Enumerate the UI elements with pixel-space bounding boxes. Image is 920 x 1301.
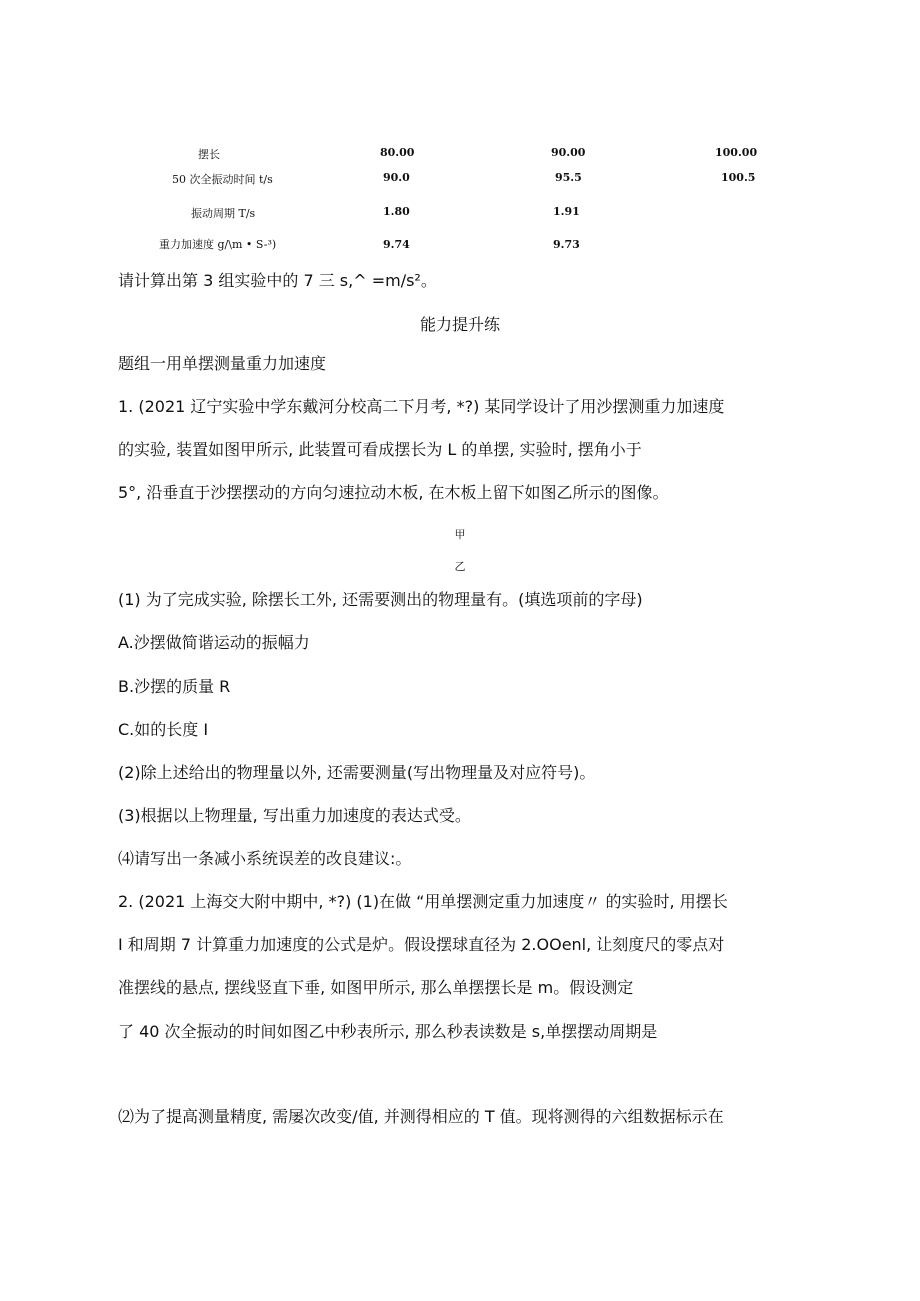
- table-cell: 1.91: [553, 205, 580, 218]
- table-cell: 80.00: [380, 146, 415, 159]
- table-cell: 9.73: [553, 238, 580, 251]
- q1-part-4: ⑷请写出一条减小系统误差的改良建议:。: [118, 849, 412, 868]
- figure-label-yi: 乙: [454, 560, 466, 573]
- q2-line-1: 2. (2021 上海交大附中期中, *?) (1)在做 “用单摆测定重力加速度〃 的实验时, 用摆长: [118, 892, 728, 911]
- q2-line-5: ⑵为了提高测量精度, 需屡次改变/值, 并测得相应的 T 值。现将测得的六组数据标示在: [118, 1107, 724, 1126]
- q1-line-2: 的实验, 装置如图甲所示, 此装置可看成摆长为 L 的单摆, 实验时, 摆角小于: [118, 440, 642, 459]
- table-cell: 9.74: [383, 238, 410, 251]
- row-label-time: 50 次全振动时间 t/s: [172, 173, 273, 186]
- section-title: 能力提升练: [419, 315, 500, 334]
- q1-part-3: (3)根据以上物理量, 写出重力加速度的表达式受。: [118, 806, 471, 825]
- table-cell: 90.00: [551, 146, 586, 159]
- q2-line-4: 了 40 次全振动的时间如图乙中秒表所示, 那么秒表读数是 s,单摆摆动周期是: [118, 1022, 658, 1041]
- q1-option-c: C.如的长度 I: [118, 720, 209, 739]
- q1-part-2: (2)除上述给出的物理量以外, 还需要测量(写出物理量及对应符号)。: [118, 763, 596, 782]
- table-cell: 95.5: [555, 171, 582, 184]
- row-label-length: 摆长: [198, 148, 220, 161]
- q2-line-2: I 和周期 7 计算重力加速度的公式是炉。假设摆球直径为 2.OOenl, 让刻度尺的零点对: [118, 935, 725, 954]
- figure-label-jia: 甲: [454, 528, 466, 541]
- row-label-gravity: 重力加速度 g/\m • S-³): [159, 238, 277, 251]
- row-label-period: 振动周期 T/s: [191, 207, 256, 220]
- q1-line-3: 5°, 沿垂直于沙摆摆动的方向匀速拉动木板, 在木板上留下如图乙所示的图像。: [118, 483, 669, 502]
- table-cell: 100.5: [721, 171, 756, 184]
- table-cell: 1.80: [383, 205, 410, 218]
- q1-line-1: 1. (2021 辽宁实验中学东戴河分校高二下月考, *?) 某同学设计了用沙摆测重力加速度: [118, 397, 725, 416]
- subsection-title: 题组一用单摆测量重力加速度: [118, 354, 327, 373]
- question-prompt: 请计算出第 3 组实验中的 7 三 s,^ =m∕s²。: [118, 271, 437, 290]
- table-cell: 90.0: [383, 171, 410, 184]
- q2-line-3: 准摆线的悬点, 摆线竖直下垂, 如图甲所示, 那么单摆摆长是 m。假设测定: [118, 978, 634, 997]
- table-cell: 100.00: [715, 146, 758, 159]
- q1-part-1: (1) 为了完成实验, 除摆长工外, 还需要测出的物理量有。(填选项前的字母): [118, 590, 643, 609]
- q1-option-b: B.沙摆的质量 R: [118, 677, 231, 696]
- q1-option-a: A.沙摆做简谐运动的振幅力: [118, 633, 310, 652]
